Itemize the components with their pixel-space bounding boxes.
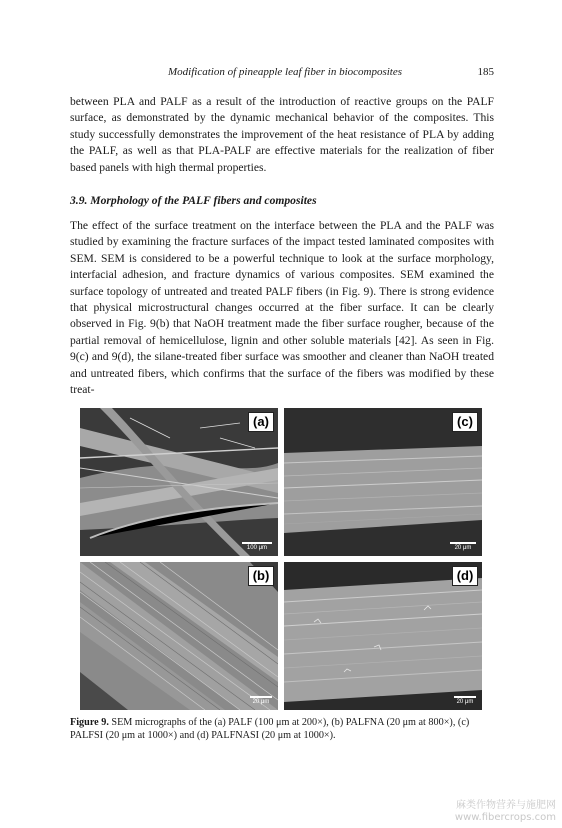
scale-bar — [242, 542, 272, 552]
figure-caption — [70, 716, 494, 743]
sem-panel-b — [80, 562, 278, 710]
panel-label: (a) — [248, 412, 274, 432]
page-number: 185 — [477, 66, 494, 78]
scale-bar — [450, 542, 476, 552]
watermark-line: www.fibercrops.com — [454, 812, 556, 823]
sem-panel-c — [284, 408, 482, 556]
panel-label: (d) — [452, 566, 478, 586]
panel-label: (b) — [248, 566, 274, 586]
sem-panel-d — [284, 562, 482, 710]
scale-bar-label: 100 μm — [246, 545, 268, 551]
scale-bar-line — [250, 696, 272, 698]
sem-panel-a — [80, 408, 278, 556]
scale-bar-line — [454, 696, 476, 698]
sem-figure — [80, 408, 482, 710]
caption-text: SEM micrographs of the (a) PALF (100 μm at 200×), (b) PALFNA (20 μm at 800×), (c) PALFSI (20 μm at 1000×) and (d) PALFNASI (20 μm at 1000×). — [70, 717, 470, 742]
scale-bar-line — [242, 542, 272, 544]
body-paragraph: between PLA and PALF as a result of the introduction of reactive groups on the PALF surface, as demonstrated by the dynamic mechanical behavior of the composites. This study successfully demonstrates the improvement of the heat resistance of PLA by adding the PALF, as well as that PLA-PALF are effective materials for the realization of fiber based panels with high thermal properties. — [70, 95, 494, 174]
scale-bar-label: 20 μm — [454, 545, 472, 551]
scale-bar-label: 20 μm — [252, 699, 270, 705]
body-paragraph: The effect of the surface treatment on the interface between the PLA and the PALF was studied by examining the fracture surfaces of the impact tested laminated composites with SEM. SEM is considered to be a powerful technique to look at the surface morphology, interfacial adhesion, and fracture dynamics of various composites. SEM examined the surface topology of untreated and treated PALF fibers (in Fig. 9). There is strong evidence that physical microstructural changes occurred at the fiber surface. It can be clearly observed in Fig. 9(b) that NaOH treatment made the fiber surface rougher, because of the partial removal of hemicellulose, lignin and other soluble materials [42]. As seen in Fig. 9(c) and 9(d), the silane-treated fiber surface was smoother and cleaner than NaOH treated and untreated fibers, which confirms that the surface of the fibers was modified by these treat- — [70, 219, 494, 397]
scale-bar — [250, 696, 272, 706]
panel-label: (c) — [452, 412, 478, 432]
section-heading: 3.9. Morphology of the PALF fibers and composites — [70, 194, 317, 207]
scale-bar-label: 20 μm — [456, 699, 474, 705]
running-title: Modification of pineapple leaf fiber in biocomposites — [168, 66, 403, 78]
scale-bar-line — [450, 542, 476, 544]
caption-label: Figure 9. — [70, 717, 109, 728]
scale-bar — [454, 696, 476, 706]
watermark-line: 麻类作物营养与施肥网 — [456, 800, 556, 811]
watermark — [455, 800, 556, 824]
